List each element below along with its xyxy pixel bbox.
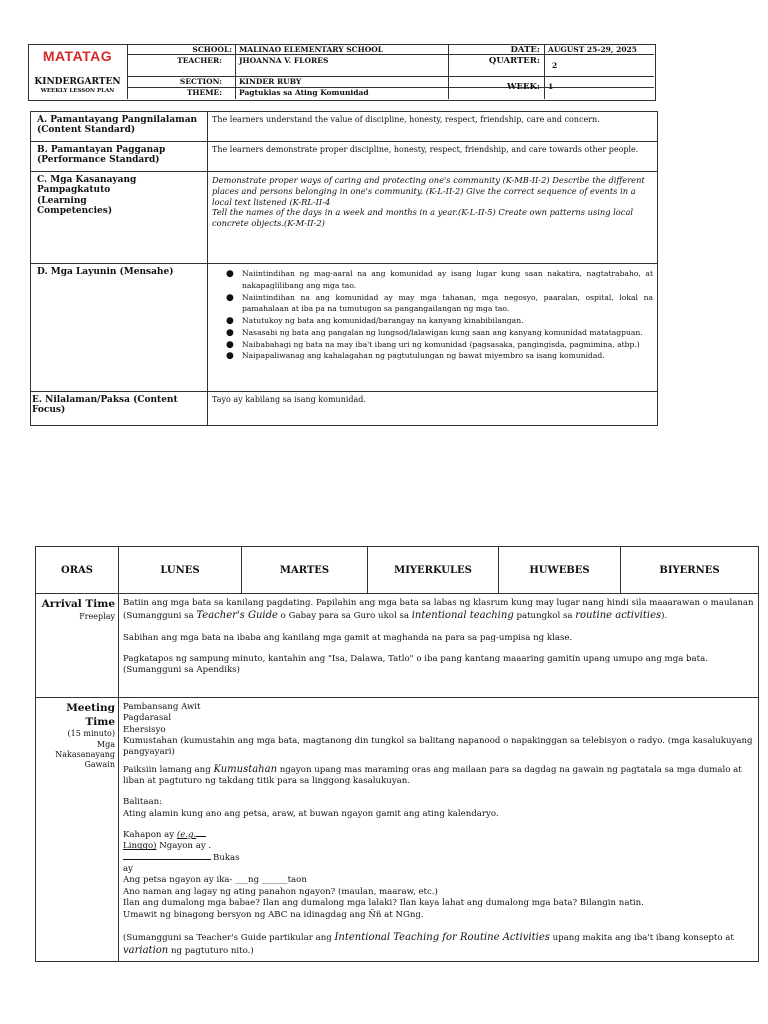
meeting-line: Ehersisyo xyxy=(123,724,166,735)
logo-block xyxy=(28,44,128,99)
content-standard-text: The learners understand the value of discipline, honesty, respect, friendship, care and concern. xyxy=(208,112,658,142)
section-label: SECTION: xyxy=(179,77,222,86)
arrival-time-row xyxy=(36,594,759,698)
objectives-label: D. Mga Layunin (Mensahe) xyxy=(31,264,208,392)
meeting-line: Ating alamin kung ano ang petsa, araw, at buwan ngayon gamit ang ating kalendaryo. xyxy=(123,808,499,819)
arrival-paragraph-1: Batiin ang mga bata sa kanilang pagdating. Papilahin ang mga bata sa labas ng klasrum kung may lugar nang hindi sila maaarawan o maulanan (Sumangguni sa Teacher's Guide o Gabay para sa Guro ukol sa intentional teaching patungkol sa routine activities). xyxy=(123,598,754,622)
meeting-line: Paiksiin lamang ang Kumustahan ngayon upang mas maraming oras ang mailaan para sa dagdag na gawain ng pagtatala sa mga dumalo at liban at pagtuturo ng takdang titik para sa linggong kasalukuyan. xyxy=(123,763,742,787)
school-value: MALINAO ELEMENTARY SCHOOL xyxy=(239,45,384,54)
meeting-time-content xyxy=(119,698,759,962)
theme-label: THEME: xyxy=(186,88,222,97)
arrival-time-title: Arrival Time xyxy=(41,598,115,610)
objective-item: ● Naibabahagi ng bata na may iba't ibang uri ng komunidad (pagsasaka, pangingisda, pagmimina, atbp.) xyxy=(242,339,653,351)
school-label: SCHOOL: xyxy=(192,45,232,54)
meeting-line: Ano naman ang lagay ng ating panahon ngayon? (maulan, maaraw, etc.) xyxy=(123,886,438,897)
meeting-line: Bukas xyxy=(123,853,754,864)
date-label: DATE: xyxy=(510,45,540,55)
meeting-line: Balitaan: xyxy=(123,797,163,808)
week-value: 1 xyxy=(548,82,554,91)
meeting-time-duration: (15 minuto) xyxy=(67,729,115,739)
objectives-list xyxy=(212,268,653,362)
arrival-time-content xyxy=(119,594,759,698)
performance-standard-row xyxy=(31,142,658,172)
date-value: AUGUST 25-29, 2025 xyxy=(548,45,637,54)
header-col-divider xyxy=(448,44,449,99)
objective-item: ● Naiintindihan ng mag-aaral na ang komunidad ay isang lugar kung saan nakatira, nagtatrabaho, at nakapaglilibang ang mga tao. xyxy=(242,268,653,292)
meeting-line: Ilan ang dumalong mga babae? Ilan ang dumalong mga lalaki? Ilan kaya lahat ang dumalong mga bata? Bilangin natin. xyxy=(123,898,644,909)
performance-standard-text: The learners demonstrate proper discipline, honesty, respect, friendship, and care towards other people. xyxy=(208,142,658,172)
meeting-time-row xyxy=(36,698,759,962)
content-focus-label: E. Nilalaman/Paksa (Content Focus) xyxy=(31,392,208,426)
meeting-line: ay xyxy=(123,864,133,875)
teacher-value: JHOANNA V. FLORES xyxy=(239,56,329,65)
col-martes: MARTES xyxy=(242,547,368,594)
meeting-line: Umawit ng binagong bersyon ng ABC na idinagdag ang Ññ at NGng. xyxy=(123,909,424,920)
col-miyerkules: MIYERKULES xyxy=(368,547,499,594)
quarter-label: QUARTER: xyxy=(488,56,540,66)
schedule-table xyxy=(35,546,759,962)
grade-level: KINDERGARTEN xyxy=(34,77,121,87)
meeting-line: (Sumangguni sa Teacher's Guide partikular ang Intentional Teaching for Routine Activities upang makita ang iba't ibang konsepto at variation ng pagtuturo nito.) xyxy=(123,931,734,957)
meeting-time-cell xyxy=(36,698,119,962)
week-label: WEEK: xyxy=(506,82,540,92)
meeting-line: Linggo) Ngayon ay . xyxy=(123,841,212,852)
col-lunes: LUNES xyxy=(119,547,242,594)
meeting-line: Pambansang Awit xyxy=(123,702,201,712)
header-row-divider xyxy=(127,54,654,55)
meeting-line: Kumustahan (kumustahin ang mga bata, magtanong din tungkol sa balitang napanood o napakinggan sa telebisyon o radyo. (mga kasalukuyang pangyayari) xyxy=(123,736,753,758)
header-col-divider xyxy=(235,44,236,99)
schedule-header-row xyxy=(36,547,759,594)
quarter-value: 2 xyxy=(552,61,558,70)
meeting-line: Kahapon ay (e.g. xyxy=(123,830,754,841)
content-standard-row xyxy=(31,112,658,142)
objective-item: ● Naipapaliwanag ang kahalagahan ng pagtutulungan ng bawat miyembro sa isang komunidad. xyxy=(242,350,653,362)
meeting-line: Pagdarasal xyxy=(123,713,172,724)
arrival-time-cell xyxy=(36,594,119,698)
arrival-paragraph-3: Pagkatapos ng sampung minuto, kantahin ang "Isa, Dalawa, Tatlo" o iba pang kantang maaaring gamitin upang umupo ang mga bata. (Sumangguni sa Apendiks) xyxy=(123,654,708,676)
objective-item: ● Naiintindihan na ang komunidad ay may mga tahanan, mga negosyo, paaralan, ospital, lokal na pamahalaan at iba pa na tumutugon sa pangangailangan ng mga tao. xyxy=(242,292,653,316)
learning-competencies-row xyxy=(31,172,658,264)
objectives-row xyxy=(31,264,658,392)
objective-item: ● Natutukoy ng bata ang komunidad/barangay na kanyang kinabibilangan. xyxy=(242,315,653,327)
logo-tagline xyxy=(28,65,127,69)
col-oras: ORAS xyxy=(36,547,119,594)
document-type: WEEKLY LESSON PLAN xyxy=(40,88,115,94)
performance-standard-label: B. Pamantayan Pagganap (Performance Standard) xyxy=(31,142,208,172)
content-standard-label: A. Pamantayang Pangnilalaman (Content Standard) xyxy=(31,112,208,142)
learning-competencies-label: C. Mga Kasanayang Pampagkatuto (Learning Competencies) xyxy=(31,172,208,264)
theme-value: Pagtuklas sa Ating Komunidad xyxy=(239,88,369,97)
meeting-time-title: Meeting Time xyxy=(66,702,115,728)
col-biyernes: BIYERNES xyxy=(621,547,759,594)
teacher-label: TEACHER: xyxy=(177,56,222,65)
standards-table xyxy=(30,111,658,426)
arrival-paragraph-2: Sabihan ang mga bata na ibaba ang kanilang mga gamit at maghanda na para sa pag-umpisa ng klase. xyxy=(123,632,573,643)
meeting-line: Ang petsa ngayon ay ika- ___ng ______taon xyxy=(123,875,307,886)
content-focus-row xyxy=(31,392,658,426)
header-col-divider xyxy=(544,44,545,99)
learning-competencies-text: Demonstrate proper ways of caring and protecting one's community (K-MB-II-2) Describe the different places and persons belonging in one's community. (K-L-II-2) Give the correct sequence of events in a local text listened (K-RL-II-4 Tell the names of the days in a week and months in a year.(K-L-II-5) Create own patterns using local concrete objects.(K-M-II-2) xyxy=(208,172,658,264)
meeting-time-activity: Mga Nakasanayang Gawain xyxy=(55,739,115,770)
matatag-logo: MATATAG xyxy=(42,48,113,64)
arrival-time-sub: Freeplay xyxy=(79,611,115,621)
content-focus-text: Tayo ay kabilang sa isang komunidad. xyxy=(208,392,658,426)
section-value: KINDER RUBY xyxy=(239,77,302,86)
col-huwebes: HUWEBES xyxy=(499,547,621,594)
objective-item: ● Nasasabi ng bata ang pangalan ng lungsod/lalawigan kung saan ang kanyang komunidad matatagpuan. xyxy=(242,327,653,339)
